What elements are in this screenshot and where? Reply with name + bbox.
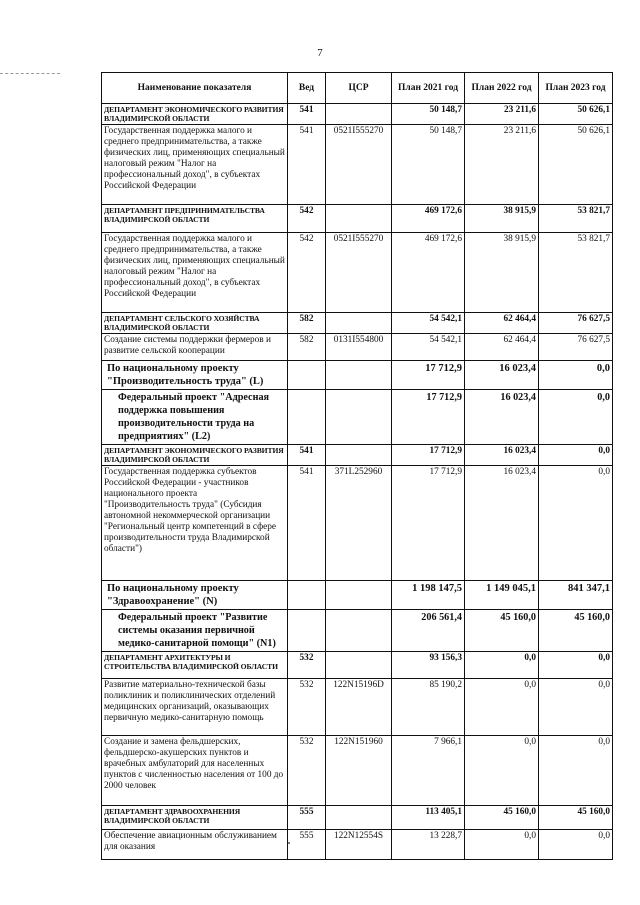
row-2022-cell: 62 464,4 [465, 313, 539, 334]
row-2021-cell: 17 712,9 [392, 390, 465, 445]
row-ved-cell: 541 [288, 104, 326, 125]
row-csr-cell [326, 652, 392, 679]
row-2023-cell: 841 347,1 [539, 581, 613, 610]
row-2022-cell: 0,0 [465, 736, 539, 806]
row-2022-cell: 1 149 045,1 [465, 581, 539, 610]
row-2021-cell: 17 712,9 [392, 466, 465, 581]
row-name-cell: ДЕПАРТАМЕНТ ЭКОНОМИЧЕСКОГО РАЗВИТИЯ ВЛАДИМИРСКОЙ ОБЛАСТИ [102, 104, 288, 125]
row-name-cell: Федеральный проект "Развитие системы оказания первичной медико-санитарной помощи" (N1) [102, 610, 288, 652]
row-2022-cell: 45 160,0 [465, 806, 539, 830]
row-ved-cell: 532 [288, 736, 326, 806]
table-row-dept [102, 652, 613, 679]
row-csr-cell [326, 806, 392, 830]
row-ved-cell [288, 581, 326, 610]
row-csr-cell [326, 313, 392, 334]
row-2021-cell: 54 542,1 [392, 334, 465, 361]
row-csr-cell [326, 205, 392, 233]
row-2023-cell: 0,0 [539, 736, 613, 806]
row-2023-cell: 76 627,5 [539, 313, 613, 334]
row-2021-cell: 7 966,1 [392, 736, 465, 806]
row-2022-cell: 23 211,6 [465, 125, 539, 205]
row-2023-cell: 0,0 [539, 652, 613, 679]
table-header-row [102, 73, 613, 104]
row-2022-cell: 0,0 [465, 652, 539, 679]
row-2023-cell: 50 626,1 [539, 104, 613, 125]
row-2023-cell: 0,0 [539, 830, 613, 860]
row-ved-cell: 532 [288, 679, 326, 736]
row-2023-cell: 50 626,1 [539, 125, 613, 205]
row-2021-cell: 54 542,1 [392, 313, 465, 334]
row-csr-cell: 0521I555270 [326, 125, 392, 205]
table-row-item [102, 830, 613, 860]
row-name-cell: ДЕПАРТАМЕНТ ПРЕДПРИНИМАТЕЛЬСТВА ВЛАДИМИРСКОЙ ОБЛАСТИ [102, 205, 288, 233]
row-2023-cell: 0,0 [539, 361, 613, 390]
row-ved-cell [288, 610, 326, 652]
row-2023-cell: 45 160,0 [539, 806, 613, 830]
row-csr-cell [326, 445, 392, 466]
table-row-item [102, 466, 613, 581]
row-2022-cell: 0,0 [465, 830, 539, 860]
col-header-name: Наименование показателя [102, 73, 288, 104]
row-2021-cell: 17 712,9 [392, 361, 465, 390]
row-csr-cell [326, 104, 392, 125]
table-row-dept [102, 313, 613, 334]
row-name-cell: Создание системы поддержки фермеров и развитие сельской кооперации [102, 334, 288, 361]
row-2022-cell: 16 023,4 [465, 445, 539, 466]
row-2023-cell: 76 627,5 [539, 334, 613, 361]
row-csr-cell: 0521I555270 [326, 233, 392, 313]
row-name-cell: ДЕПАРТАМЕНТ АРХИТЕКТУРЫ И СТРОИТЕЛЬСТВА ВЛАДИМИРСКОЙ ОБЛАСТИ [102, 652, 288, 679]
scan-edge-mark [0, 73, 60, 74]
row-2021-cell: 1 198 147,5 [392, 581, 465, 610]
row-name-cell: Государственная поддержка субъектов Российской Федерации - участников национального проекта "Производительность труда" (Субсидия автономной некоммерческой организации "Региональный центр компетенций в сфере производительности труда Владимирской области") [102, 466, 288, 581]
row-name-cell: Создание и замена фельдшерских, фельдшерско-акушерских пунктов и врачебных амбулаторий для населенных пунктов с численностью населения от 100 до 2000 человек [102, 736, 288, 806]
row-2023-cell: 0,0 [539, 390, 613, 445]
table-row-item [102, 233, 613, 313]
row-2023-cell: 53 821,7 [539, 205, 613, 233]
row-2022-cell: 16 023,4 [465, 390, 539, 445]
row-2022-cell: 16 023,4 [465, 466, 539, 581]
row-name-cell: ДЕПАРТАМЕНТ СЕЛЬСКОГО ХОЗЯЙСТВА ВЛАДИМИРСКОЙ ОБЛАСТИ [102, 313, 288, 334]
row-2022-cell: 23 211,6 [465, 104, 539, 125]
row-ved-cell: 582 [288, 334, 326, 361]
row-2021-cell: 85 190,2 [392, 679, 465, 736]
row-2022-cell: 38 915,9 [465, 205, 539, 233]
row-2022-cell: 16 023,4 [465, 361, 539, 390]
table-row-dept [102, 104, 613, 125]
row-2021-cell: 50 148,7 [392, 104, 465, 125]
row-csr-cell: 122N151960 [326, 736, 392, 806]
row-ved-cell: 541 [288, 445, 326, 466]
row-2021-cell: 469 172,6 [392, 205, 465, 233]
row-name-cell: Федеральный проект "Адресная поддержка повышения производительности труда на предприятиях" (L2) [102, 390, 288, 445]
page-number: 7 [317, 47, 323, 59]
row-name-cell: Развитие материально-технической базы поликлиник и поликлинических отделений медицинских организаций, оказывающих первичную медико-санитарную помощь [102, 679, 288, 736]
row-2021-cell: 113 405,1 [392, 806, 465, 830]
col-header-2022: План 2022 год [465, 73, 539, 104]
table-row-fed [102, 390, 613, 445]
row-csr-cell [326, 390, 392, 445]
table-row-dept [102, 806, 613, 830]
row-2023-cell: 0,0 [539, 466, 613, 581]
row-2021-cell: 17 712,9 [392, 445, 465, 466]
row-name-cell: По национальному проекту "Здравоохранение" (N) [102, 581, 288, 610]
row-2021-cell: 50 148,7 [392, 125, 465, 205]
table-row-dept [102, 205, 613, 233]
row-2021-cell: 206 561,4 [392, 610, 465, 652]
table-row-proj [102, 581, 613, 610]
row-ved-cell: 532 [288, 652, 326, 679]
row-2021-cell: 13 228,7 [392, 830, 465, 860]
row-2021-cell: 93 156,3 [392, 652, 465, 679]
col-header-2023: План 2023 год [539, 73, 613, 104]
row-2021-cell: 469 172,6 [392, 233, 465, 313]
table-row-fed [102, 610, 613, 652]
row-name-cell: Государственная поддержка малого и среднего предпринимательства, а также физических лиц, применяющих специальный налоговый режим "Налог на профессиональный доход", в субъектах Российской Федерации [102, 233, 288, 313]
row-ved-cell [288, 361, 326, 390]
budget-table [101, 72, 613, 860]
row-2022-cell: 45 160,0 [465, 610, 539, 652]
row-name-cell: ДЕПАРТАМЕНТ ЭКОНОМИЧЕСКОГО РАЗВИТИЯ ВЛАДИМИРСКОЙ ОБЛАСТИ [102, 445, 288, 466]
row-name-cell: ДЕПАРТАМЕНТ ЗДРАВООХРАНЕНИЯ ВЛАДИМИРСКОЙ ОБЛАСТИ [102, 806, 288, 830]
row-ved-cell: 555 [288, 806, 326, 830]
row-ved-cell: 542 [288, 205, 326, 233]
col-header-2021: План 2021 год [392, 73, 465, 104]
row-2023-cell: 0,0 [539, 445, 613, 466]
row-csr-cell: 122N15196D [326, 679, 392, 736]
row-name-cell: Обеспечение авиационным обслуживанием для оказания [102, 830, 288, 860]
row-ved-cell [288, 390, 326, 445]
row-2022-cell: 0,0 [465, 679, 539, 736]
row-ved-cell: 555 [288, 830, 326, 860]
table-row-item [102, 125, 613, 205]
row-csr-cell: 371L252960 [326, 466, 392, 581]
row-2022-cell: 62 464,4 [465, 334, 539, 361]
table-row-item [102, 334, 613, 361]
row-csr-cell: 122N12554S [326, 830, 392, 860]
row-csr-cell [326, 361, 392, 390]
row-name-cell: Государственная поддержка малого и среднего предпринимательства, а также физических лиц, применяющих специальный налоговый режим "Налог на профессиональный доход", в субъектах Российской Федерации [102, 125, 288, 205]
table-row-dept [102, 445, 613, 466]
row-ved-cell: 541 [288, 466, 326, 581]
row-2023-cell: 53 821,7 [539, 233, 613, 313]
row-csr-cell: 0131I554800 [326, 334, 392, 361]
row-2023-cell: 0,0 [539, 679, 613, 736]
table-row-proj [102, 361, 613, 390]
table-row-item [102, 736, 613, 806]
row-name-cell: По национальному проекту "Производительность труда" (L) [102, 361, 288, 390]
table-row-item [102, 679, 613, 736]
scan-speck [288, 842, 290, 844]
row-csr-cell [326, 610, 392, 652]
row-ved-cell: 541 [288, 125, 326, 205]
row-csr-cell [326, 581, 392, 610]
col-header-ved: Вед [288, 73, 326, 104]
col-header-csr: ЦСР [326, 73, 392, 104]
row-ved-cell: 582 [288, 313, 326, 334]
row-ved-cell: 542 [288, 233, 326, 313]
row-2023-cell: 45 160,0 [539, 610, 613, 652]
row-2022-cell: 38 915,9 [465, 233, 539, 313]
